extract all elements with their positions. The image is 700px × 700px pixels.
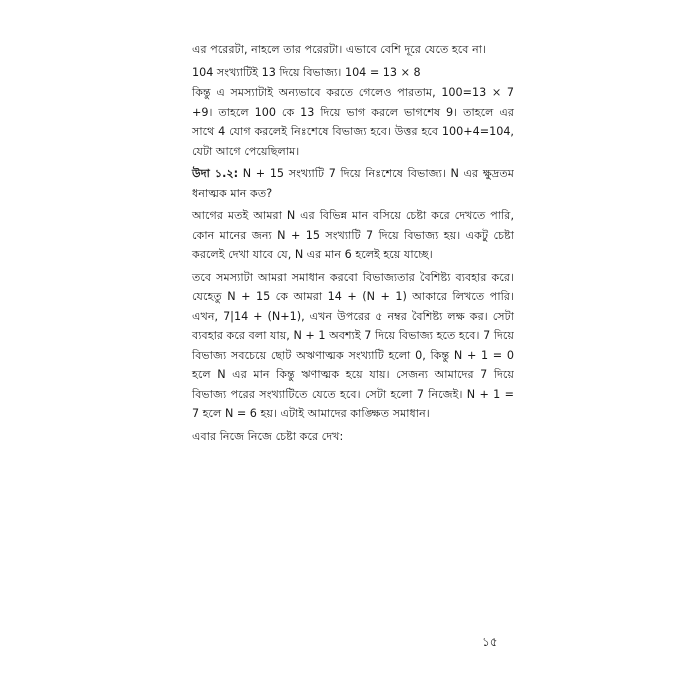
example-label: উদা ১.২: [192, 167, 239, 180]
paragraph: এবার নিজে নিজে চেষ্টা করে দেখ: [192, 429, 344, 443]
paragraph: তবে সমস্যাটা আমরা সমাধান করবো বিভাজ্যতার বৈশিষ্ট্য ব্যবহার করে। যেহেতু N + 15 কে আমরা 14 + (N + 1) আকারে লিখতে পারি। এখন, 7|14 + (N+1), এখন উপরের ৫ নম্বর বৈশিষ্ট্য লক্ষ কর। সেটা ব্যবহার করে বলা যায়, N + 1 অবশ্যই 7 দিয়ে বিভাজ্য হতে হবে। 7 দিয়ে বিভাজ্য সবচেয়ে ছোট অঋণাত্মক সংখ্যাটি হলো 0, কিন্তু N + 1 = 0 হলে N এর মান কিন্তু ঋণাত্মক হয়ে যায়। সেজন্য আমাদের 7 দিয়ে বিভাজ্য পরের সংখ্যাটিতে যেতে হবে। সেটা হলো 7 নিজেই। N + 1 = 7 হলে N = 6 হয়। এটাই আমাদের কাঙ্ক্ষিত সমাধান। [192, 270, 514, 420]
example-text: N + 15 সংখ্যাটি 7 দিয়ে নিঃশেষে বিভাজ্য। N এর ক্ষুদ্রতম ধনাত্মক মান কত? [192, 167, 514, 200]
paragraph: কিন্তু এ সমস্যাটাই অন্যভাবে করতে গেলেও পারতাম, 100=13 × 7 +9। তাহলে 100 কে 13 দিয়ে ভাগ করলে ভাগশেষ 9। তাহলে এর সাথে 4 যোগ করলেই নিঃশেষে বিভাজ্য হবে। উত্তর হবে 100+4=104, যেটা আগে পেয়েছিলাম। [192, 86, 514, 158]
page-number: ১৫ [482, 635, 498, 649]
paragraph: 104 সংখ্যাটিই 13 দিয়ে বিভাজ্য। 104 = 13 × 8 [192, 65, 421, 79]
paragraph: আগের মতই আমরা N এর বিভিন্ন মান বসিয়ে চেষ্টা করে দেখতে পারি, কোন মানের জন্য N + 15 সংখ্যাটি 7 দিয়ে বিভাজ্য হয়। একটু চেষ্টা করলেই দেখা যাবে যে, N এর মান 6 হলেই হয়ে যাচ্ছে। [192, 209, 514, 261]
paragraph: এর পরেরটা, নাহলে তার পরেরটা। এভাবে বেশি দূরে যেতে হবে না। [192, 43, 486, 56]
example-paragraph [192, 164, 514, 203]
page-body [192, 40, 514, 449]
